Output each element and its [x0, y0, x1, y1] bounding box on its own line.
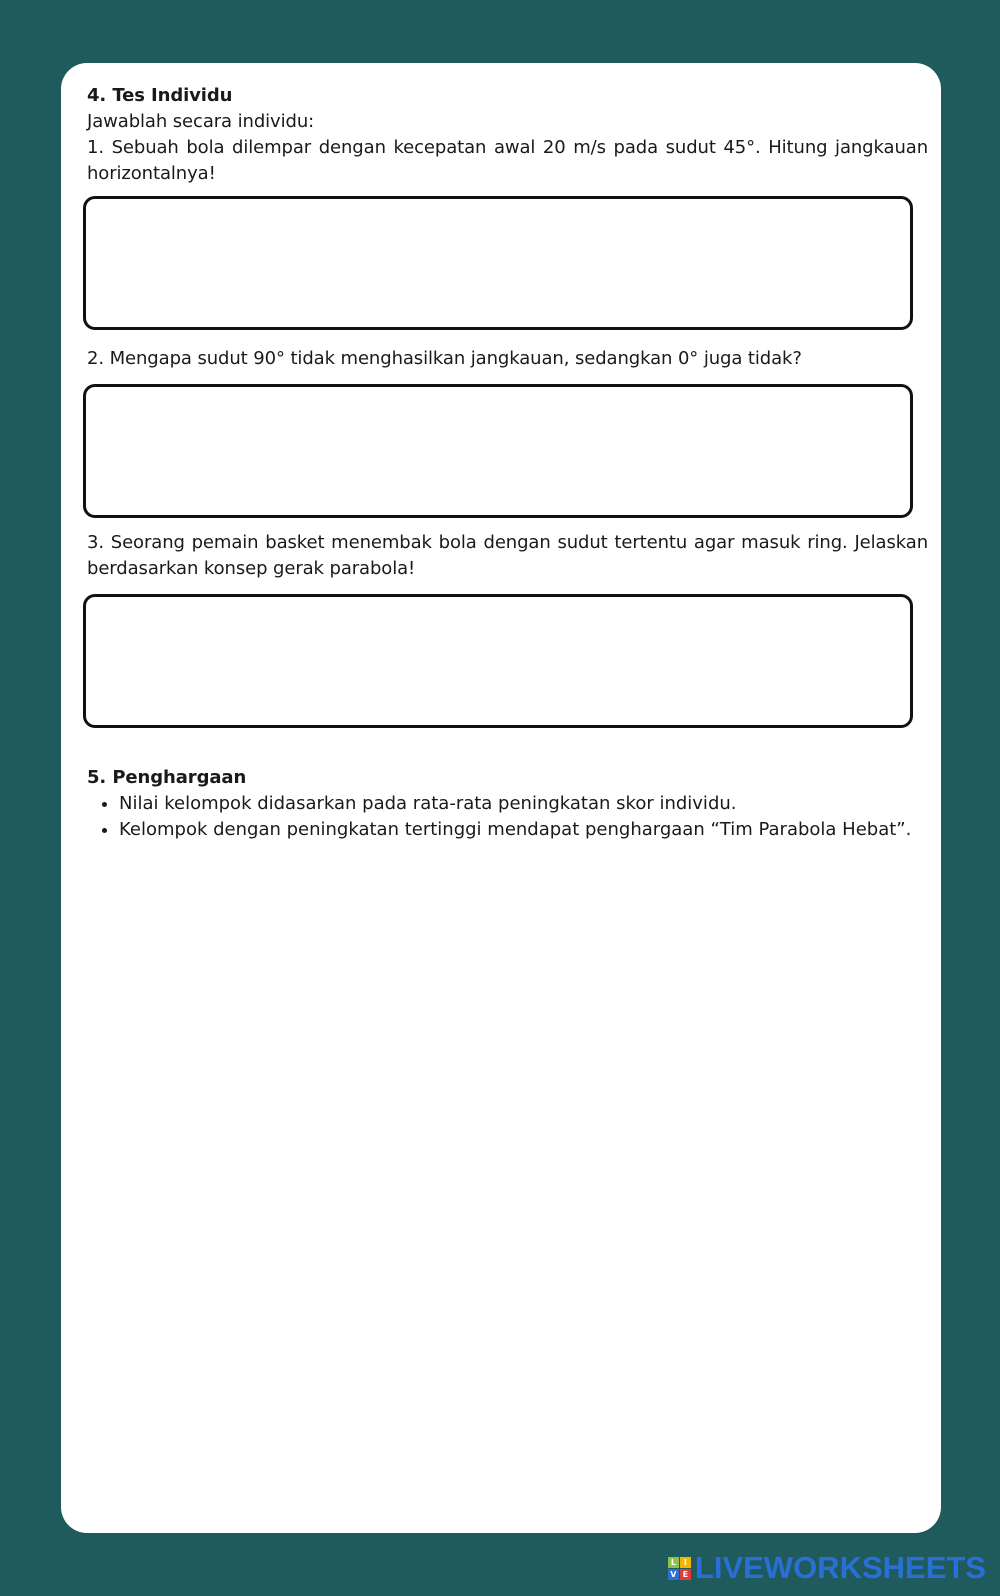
- answer-box-3[interactable]: [83, 594, 913, 728]
- answer-box-2[interactable]: [83, 384, 913, 518]
- question-2-text: 2. Mengapa sudut 90° tidak menghasilkan jangkauan, sedangkan 0° juga tidak?: [87, 348, 802, 369]
- question-1-text: 1. Sebuah bola dilempar dengan kecepatan awal 20 m/s pada sudut 45°. Hitung jangkauan horizontalnya!: [87, 137, 928, 184]
- logo-letter: V: [668, 1569, 679, 1580]
- logo-letter: I: [680, 1557, 691, 1568]
- section-4-intro: Jawablah secara individu:: [87, 111, 315, 132]
- logo-letter: E: [680, 1569, 691, 1580]
- section-5-bullet-list: [87, 791, 928, 843]
- answer-box-1[interactable]: [83, 196, 913, 330]
- section-5-heading: 5. Penghargaan: [87, 767, 247, 788]
- logo-letter: L: [668, 1557, 679, 1568]
- liveworksheets-logo: [668, 1550, 986, 1586]
- section-4: [87, 83, 928, 187]
- list-item: • Nilai kelompok didasarkan pada rata-rata peningkatan skor individu.: [119, 791, 928, 817]
- logo-icon: [668, 1557, 691, 1580]
- question-3-text: 3. Seorang pemain basket menembak bola dengan sudut tertentu agar masuk ring. Jelaskan berdasarkan konsep gerak parabola!: [87, 532, 928, 579]
- list-item: • Kelompok dengan peningkatan tertinggi mendapat penghargaan “Tim Parabola Hebat”.: [119, 817, 928, 843]
- section-4-heading: 4. Tes Individu: [87, 85, 233, 106]
- logo-text: LIVEWORKSHEETS: [694, 1550, 986, 1585]
